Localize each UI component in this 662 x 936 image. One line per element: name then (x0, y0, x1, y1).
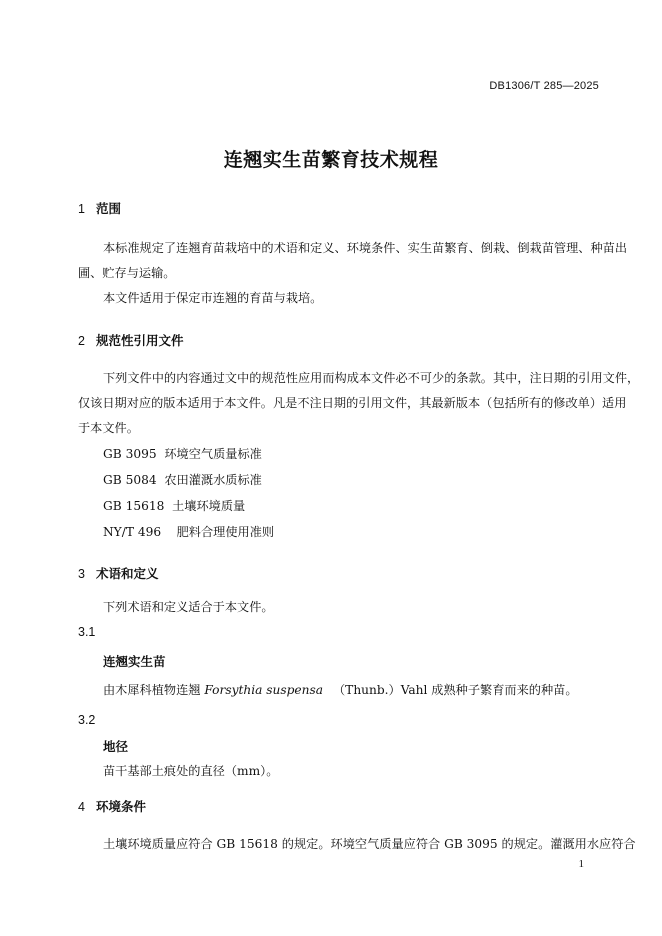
section-4-title: 环境条件 (95, 799, 146, 814)
s2-para1-line2: 仅该日期对应的版本适用于本文件。凡是不注日期的引用文件，其最新版本（包括所有的修改单）适用 (78, 396, 627, 410)
term-3-2-definition: 苗干基部土痕处的直径（mm）。 (103, 764, 279, 778)
term-3-1-def-post: （Thunb.）Vahl 成熟种子繁育而来的种苗。 (333, 683, 578, 697)
term-3-1-number: 3.1 (78, 625, 96, 639)
section-2-title: 规范性引用文件 (95, 333, 184, 348)
term-3-2-number: 3.2 (78, 713, 96, 727)
section-3-heading (78, 564, 158, 582)
s4-para1-line1: 土壤环境质量应符合 GB 15618 的规定。环境空气质量应符合 GB 3095 的规定。灌溉用水应符合 (103, 837, 636, 851)
ref-gb3095: GB 3095 环境空气质量标准 (103, 447, 262, 461)
section-1-number: 1 (78, 202, 85, 216)
section-4-number: 4 (78, 800, 85, 814)
section-3-number: 3 (78, 567, 85, 581)
section-1-heading (78, 199, 121, 217)
s3-intro: 下列术语和定义适合于本文件。 (103, 600, 274, 614)
term-3-1-latin-name: Forsythia suspensa (204, 683, 323, 697)
s2-para1-line1: 下列文件中的内容通过文中的规范性应用而构成本文件必不可少的条款。其中，注日期的引用文件， (103, 371, 640, 385)
page-number: 1 (578, 858, 584, 870)
standard-number: DB1306/T 285—2025 (489, 80, 599, 92)
section-3-title: 术语和定义 (95, 566, 159, 581)
ref-nyt496: NY/T 496 肥料合理使用准则 (103, 525, 275, 539)
section-1-title: 范围 (95, 201, 121, 216)
ref-gb15618: GB 15618 土壤环境质量 (103, 499, 246, 513)
s2-para1-line3: 于本文件。 (78, 421, 139, 435)
term-3-1-def-pre: 由木犀科植物连翘 (103, 683, 205, 697)
term-3-2-name: 地径 (103, 739, 129, 754)
ref-gb5084: GB 5084 农田灌溉水质标准 (103, 473, 262, 487)
s1-para2: 本文件适用于保定市连翘的育苗与栽培。 (103, 291, 323, 305)
section-4-heading (78, 797, 146, 815)
s1-para1-line2: 圃、贮存与运输。 (78, 266, 176, 280)
term-3-1-name: 连翘实生苗 (103, 654, 166, 669)
term-3-1-definition (103, 678, 578, 703)
s1-para1-line1: 本标准规定了连翘育苗栽培中的术语和定义、环境条件、实生苗繁育、倒栽、倒栽苗管理、种苗出 (103, 241, 628, 255)
document-title: 连翘实生苗繁育技术规程 (223, 149, 439, 171)
section-2-number: 2 (78, 334, 85, 348)
section-2-heading (78, 331, 183, 349)
